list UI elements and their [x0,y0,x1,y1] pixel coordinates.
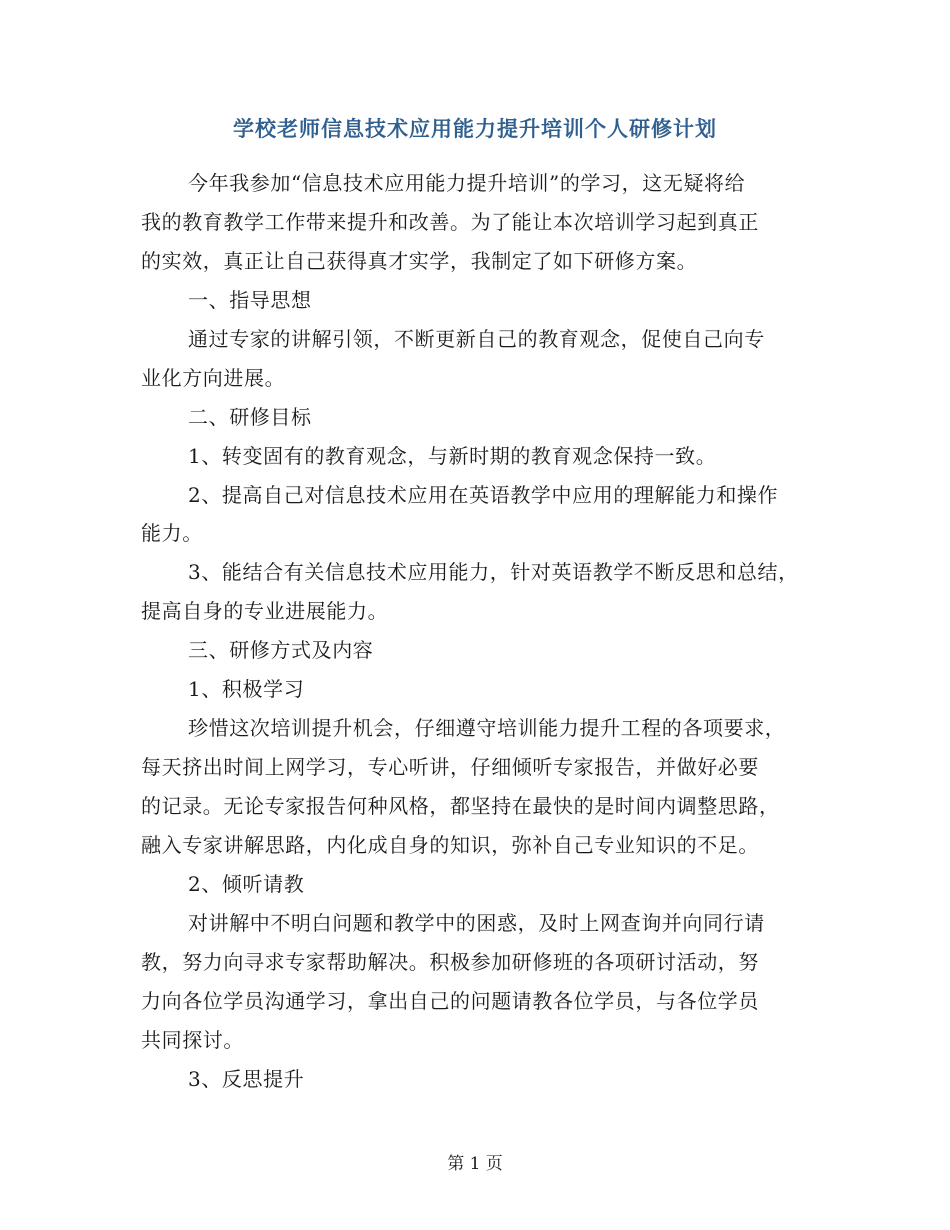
body-line: 1、积极学习 [188,677,305,702]
body-line: 2、倾听请教 [188,871,305,896]
body-line: 提高自身的专业进展能力。 [141,599,389,624]
body-line: 教，努力向寻求专家帮助解决。积极参加研修班的各项研讨活动，努 [141,949,759,974]
body-line: 三、研修方式及内容 [188,638,374,663]
body-line: 一、指导思想 [188,287,312,312]
body-line: 对讲解中不明白问题和教学中的困惑，及时上网查询并向同行请 [188,910,765,935]
body-line: 通过专家的讲解引领，不断更新自己的教育观念，促使自己向专 [188,326,765,351]
body-line: 共同探讨。 [141,1027,244,1052]
body-line: 业化方向进展。 [141,365,286,390]
body-line: 融入专家讲解思路，内化成自身的知识，弥补自己专业知识的不足。 [141,832,759,857]
body-line: 的记录。无论专家报告何种风格，都坚持在最快的是时间内调整思路， [141,794,780,818]
body-line: 力向各位学员沟通学习，拿出自己的问题请教各位学员，与各位学员 [141,988,759,1013]
body-line: 2、提高自己对信息技术应用在英语教学中应用的理解能力和操作 [188,482,779,507]
page-number: 第 1 页 [447,1154,503,1174]
document-body [141,164,811,1099]
body-line: 的实效，真正让自己获得真才实学，我制定了如下研修方案。 [141,248,698,273]
body-line: 3、能结合有关信息技术应用能力，针对英语教学不断反思和总结， [188,560,799,585]
body-line: 我的教育教学工作带来提升和改善。为了能让本次培训学习起到真正 [141,209,759,234]
body-line: 3、反思提升 [188,1066,305,1091]
body-line: 今年我参加“信息技术应用能力提升培训”的学习，这无疑将给 [188,171,746,195]
body-line: 1、转变固有的教育观念，与新时期的教育观念保持一致。 [188,443,717,468]
body-line: 二、研修目标 [188,404,312,429]
body-line: 能力。 [141,521,203,546]
body-line: 珍惜这次培训提升机会，仔细遵守培训能力提升工程的各项要求， [188,716,786,741]
document-title: 学校老师信息技术应用能力提升培训个人研修计划 [233,116,717,141]
body-line: 每天挤出时间上网学习，专心听讲，仔细倾听专家报告，并做好必要 [141,755,759,780]
